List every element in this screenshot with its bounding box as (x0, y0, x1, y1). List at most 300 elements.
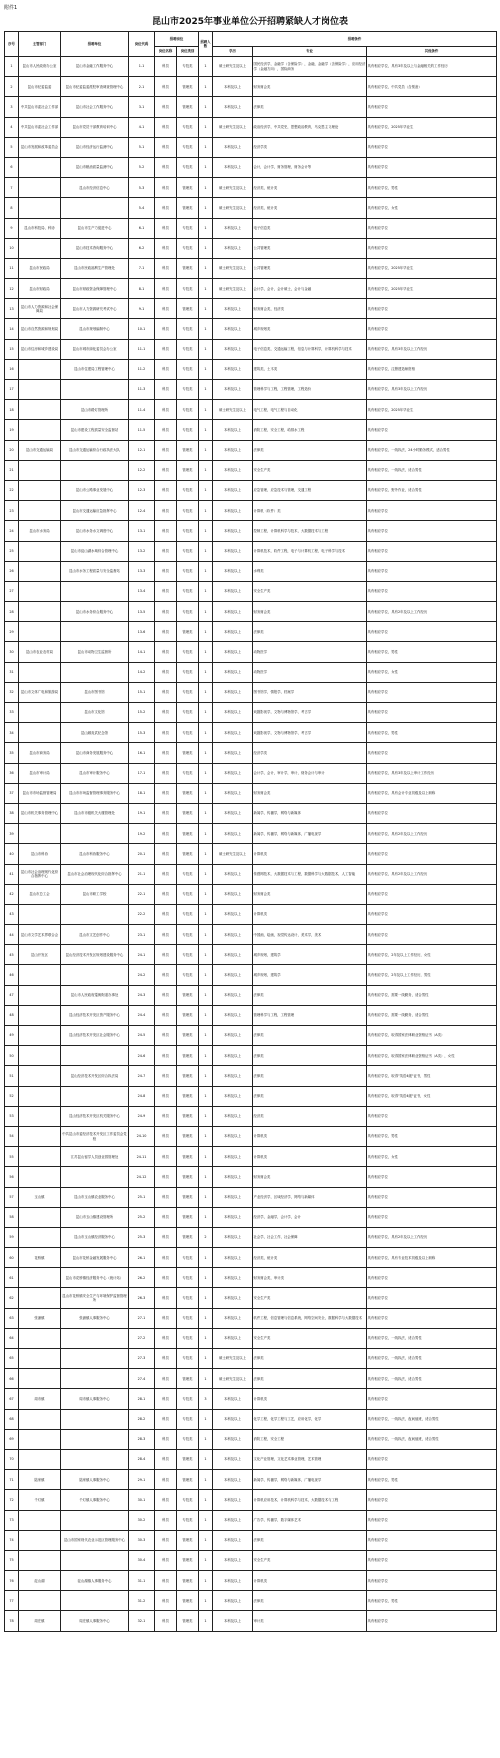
cell-major: 法律类 (253, 1591, 367, 1611)
cell-seq: 20 (5, 440, 19, 460)
cell-dept: 昆山市商务局 (19, 743, 61, 763)
cell-code: 27-3 (129, 1349, 155, 1369)
cell-other: 具有相应学位，一线执法，适合男性 (367, 1369, 497, 1389)
cell-other: 具有相应学位，男性 (367, 1126, 497, 1146)
cell-position-type: 管理类 (177, 985, 199, 1005)
cell-code: 11-1 (129, 339, 155, 359)
cell-education: 本科及以上 (213, 460, 253, 480)
cell-major: 安全生产类 (253, 1288, 367, 1308)
cell-position-name: 科员 (155, 1389, 177, 1409)
cell-code: 3-1 (129, 97, 155, 117)
cell-unit: 昆山市社会工作服务中心 (61, 97, 129, 117)
cell-code: 9-1 (129, 299, 155, 319)
cell-count: 1 (199, 380, 213, 400)
cell-position-type: 专技类 (177, 117, 199, 137)
cell-education: 本科及以上 (213, 904, 253, 924)
cell-education: 本科及以上 (213, 1328, 253, 1348)
header-position-group: 招聘岗位 (155, 32, 199, 47)
cell-seq: 1 (5, 57, 19, 77)
cell-position-type: 专技类 (177, 965, 199, 985)
cell-position-name: 科员 (155, 1126, 177, 1146)
cell-code: 24-11 (129, 1147, 155, 1167)
cell-major: 安全生产类 (253, 1328, 367, 1348)
table-row (5, 1207, 497, 1227)
table-row (5, 1328, 497, 1348)
cell-position-name: 科员 (155, 1470, 177, 1490)
cell-major: 计算机类 (253, 1147, 367, 1167)
cell-position-type: 专技类 (177, 581, 199, 601)
cell-dept: 昆山市发展和改革委员会 (19, 137, 61, 157)
cell-count: 1 (199, 884, 213, 904)
cell-major: 法律类 (253, 1369, 367, 1389)
cell-dept (19, 581, 61, 601)
cell-position-type: 管理类 (177, 783, 199, 803)
cell-position-type: 管理类 (177, 1530, 199, 1550)
cell-position-type: 管理类 (177, 1207, 199, 1227)
cell-unit: 周市镇人事服务中心 (61, 1389, 129, 1409)
cell-code: 1-1 (129, 57, 155, 77)
cell-other: 具有相应学位，一线执法，24小时勤务模式，适合男性 (367, 440, 497, 460)
cell-seq: 73 (5, 1510, 19, 1530)
cell-major: 经济类 (253, 1106, 367, 1126)
table-row (5, 1268, 497, 1288)
cell-position-name: 科员 (155, 1591, 177, 1611)
cell-seq: 36 (5, 763, 19, 783)
cell-education: 本科及以上 (213, 1571, 253, 1591)
cell-other: 具有相应学位 (367, 1187, 497, 1207)
cell-position-name: 科员 (155, 1187, 177, 1207)
cell-education: 本科及以上 (213, 1268, 253, 1288)
cell-code: 28-1 (129, 1389, 155, 1409)
cell-position-type: 管理类 (177, 824, 199, 844)
cell-position-name: 科员 (155, 783, 177, 803)
cell-unit: 昆山市水务水文调度中心 (61, 521, 129, 541)
cell-seq: 8 (5, 198, 19, 218)
cell-major: 计算机类 (253, 1126, 367, 1146)
cell-unit (61, 460, 129, 480)
cell-unit: 昆山市花桥镇安全生产与环境保护监督管理所 (61, 1288, 129, 1308)
cell-dept (19, 662, 61, 682)
cell-unit: 昆山市花桥镇经济服务中心（统计站） (61, 1268, 129, 1288)
cell-seq: 51 (5, 1066, 19, 1086)
cell-unit (61, 1369, 129, 1389)
table-row (5, 1591, 497, 1611)
cell-seq: 19 (5, 420, 19, 440)
table-row (5, 1227, 497, 1247)
cell-other: 具有相应学位 (367, 884, 497, 904)
cell-major: 城乡规划类 (253, 319, 367, 339)
cell-seq: 10 (5, 238, 19, 258)
cell-other: 具有相应学位 (367, 1611, 497, 1631)
cell-position-name: 科员 (155, 884, 177, 904)
cell-major: 经济类，统计类 (253, 178, 367, 198)
cell-unit (61, 1510, 129, 1530)
cell-major: 管理科学与工程，工程管理，工程造价 (253, 380, 367, 400)
cell-position-name: 科员 (155, 763, 177, 783)
cell-position-type: 专技类 (177, 642, 199, 662)
cell-dept (19, 1328, 61, 1348)
cell-major: 会计学，会计，审计学，审计，财务会计与审计 (253, 763, 367, 783)
cell-other: 具有相应学位 (367, 137, 497, 157)
cell-other: 具有相应学位，具有3年及以上审计工作经历 (367, 763, 497, 783)
cell-code: 11-5 (129, 420, 155, 440)
cell-major: 管理科学与工程，工程管理 (253, 1005, 367, 1025)
cell-other: 具有相应学位 (367, 703, 497, 723)
cell-other: 具有相应学位，2025年毕业生 (367, 279, 497, 299)
cell-other: 具有相应学位 (367, 925, 497, 945)
cell-unit: 昆山市交通运输应急指挥中心 (61, 501, 129, 521)
cell-other: 具有相应学位，女性 (367, 198, 497, 218)
cell-other: 具有相应学位 (367, 238, 497, 258)
cell-position-name: 科员 (155, 682, 177, 702)
cell-dept (19, 157, 61, 177)
cell-count: 1 (199, 1005, 213, 1025)
cell-position-type: 管理类 (177, 1550, 199, 1570)
cell-other: 具有相应学位，具有3年及以上与金融相关的工作经历 (367, 57, 497, 77)
cell-position-type: 专技类 (177, 1248, 199, 1268)
table-row (5, 157, 497, 177)
cell-position-name: 科员 (155, 824, 177, 844)
cell-unit: 昆山市水务工程质量与安全监督站 (61, 561, 129, 581)
cell-education: 本科及以上 (213, 1490, 253, 1510)
table-row (5, 77, 497, 97)
cell-dept: 昆山市人民政府办公室 (19, 57, 61, 77)
cell-count: 1 (199, 1328, 213, 1348)
cell-count: 1 (199, 602, 213, 622)
cell-major: 政治经济学，中共党史，思想政治教育，马克思主义理论 (253, 117, 367, 137)
cell-major: 会计，会计学，财务管理，财务会计等 (253, 157, 367, 177)
cell-unit: 昆山市路灯管理所 (61, 400, 129, 420)
cell-dept (19, 1005, 61, 1025)
cell-other: 具有相应学位 (367, 1167, 497, 1187)
cell-position-type: 管理类 (177, 1147, 199, 1167)
cell-position-name: 科员 (155, 1611, 177, 1631)
table-row (5, 218, 497, 238)
cell-count: 1 (199, 480, 213, 500)
cell-position-type: 管理类 (177, 844, 199, 864)
cell-unit (61, 1046, 129, 1066)
cell-dept: 昆山市纪委监委 (19, 77, 61, 97)
cell-code: 18-1 (129, 783, 155, 803)
cell-count: 1 (199, 1490, 213, 1510)
table-row (5, 420, 497, 440)
cell-position-name: 科员 (155, 157, 177, 177)
cell-education: 本科及以上 (213, 642, 253, 662)
cell-education: 本科及以上 (213, 1147, 253, 1167)
cell-major: 化学工程，化学工程与工艺，应用化学，化学 (253, 1409, 367, 1429)
cell-unit: 昆山市市级机关大楼管理处 (61, 803, 129, 823)
cell-position-name: 科员 (155, 299, 177, 319)
cell-position-name: 科员 (155, 420, 177, 440)
table-row (5, 400, 497, 420)
cell-position-type: 管理类 (177, 460, 199, 480)
cell-education: 硕士研究生及以上 (213, 258, 253, 278)
cell-education: 本科及以上 (213, 1227, 253, 1247)
cell-other: 具有相应学位 (367, 1389, 497, 1409)
cell-position-name: 科员 (155, 359, 177, 379)
header-major: 专业 (253, 47, 367, 57)
cell-education: 本科及以上 (213, 1550, 253, 1570)
cell-position-type: 专技类 (177, 480, 199, 500)
cell-major: 法律类 (253, 97, 367, 117)
cell-count: 1 (199, 1046, 213, 1066)
cell-position-name: 科员 (155, 1227, 177, 1247)
cell-seq: 69 (5, 1429, 19, 1449)
cell-major: 戏剧影视学，文物与博物馆学，考古学 (253, 703, 367, 723)
cell-seq: 30 (5, 642, 19, 662)
cell-code: 5-1 (129, 137, 155, 157)
cell-code: 6-2 (129, 238, 155, 258)
cell-unit: 昆山市审计服务中心 (61, 763, 129, 783)
cell-other: 具有相应学位 (367, 844, 497, 864)
document-title: 昆山市2025年事业单位公开招聘紧缺人才岗位表 (151, 17, 349, 27)
cell-education: 本科及以上 (213, 319, 253, 339)
cell-position-name: 科员 (155, 380, 177, 400)
cell-other: 具有相应学位，注册建造师资格 (367, 359, 497, 379)
cell-unit (61, 622, 129, 642)
cell-major: 财务财会类 (253, 884, 367, 904)
cell-dept (19, 1046, 61, 1066)
cell-major: 水利类 (253, 561, 367, 581)
cell-other: 具有相应学位 (367, 803, 497, 823)
cell-major: 城乡规划，建筑学 (253, 945, 367, 965)
cell-position-name: 科员 (155, 925, 177, 945)
cell-seq: 40 (5, 844, 19, 864)
cell-code: 13-5 (129, 602, 155, 622)
cell-count: 1 (199, 1106, 213, 1126)
cell-position-name: 科员 (155, 662, 177, 682)
cell-count: 1 (199, 824, 213, 844)
cell-count: 1 (199, 137, 213, 157)
cell-unit: 淀山湖镇人事服务中心 (61, 1571, 129, 1591)
cell-position-type: 专技类 (177, 1349, 199, 1369)
cell-code: 10-1 (129, 319, 155, 339)
cell-unit: 昆山市花桥金融发展服务中心 (61, 1248, 129, 1268)
cell-position-name: 科员 (155, 602, 177, 622)
cell-other: 具有相应学位，一线执法，适合男性 (367, 1328, 497, 1348)
cell-education: 本科及以上 (213, 682, 253, 702)
cell-seq: 70 (5, 1449, 19, 1469)
cell-education: 本科及以上 (213, 1449, 253, 1469)
cell-count: 1 (199, 622, 213, 642)
cell-dept (19, 703, 61, 723)
cell-major: 财务财会类 (253, 783, 367, 803)
cell-seq: 47 (5, 985, 19, 1005)
cell-count: 1 (199, 925, 213, 945)
cell-other: 具有相应学位，2025年毕业生 (367, 400, 497, 420)
table-row (5, 602, 497, 622)
cell-unit: 昆山经济技术开发区机关服务中心 (61, 1106, 129, 1126)
cell-code: 15-3 (129, 723, 155, 743)
cell-other: 具有相应学位 (367, 1571, 497, 1591)
cell-dept (19, 1449, 61, 1469)
cell-count: 1 (199, 117, 213, 137)
cell-dept: 淀山湖 (19, 1571, 61, 1591)
cell-position-type: 专技类 (177, 137, 199, 157)
cell-dept (19, 198, 61, 218)
cell-other: 具有相应学位，具有专业技术初级及以上职称 (367, 1248, 497, 1268)
cell-education: 本科及以上 (213, 945, 253, 965)
cell-unit: 昆山市民政福利生产管理处 (61, 258, 129, 278)
cell-position-type: 专技类 (177, 400, 199, 420)
cell-other: 具有相应学位 (367, 541, 497, 561)
cell-unit (61, 198, 129, 218)
table-row (5, 581, 497, 601)
table-row (5, 925, 497, 945)
cell-seq: 6 (5, 157, 19, 177)
table-row (5, 703, 497, 723)
cell-count: 1 (199, 743, 213, 763)
cell-unit: 昆山市图书馆 (61, 682, 129, 702)
cell-unit (61, 965, 129, 985)
cell-code: 13-2 (129, 541, 155, 561)
cell-position-type: 专技类 (177, 1389, 199, 1409)
cell-count: 1 (199, 1409, 213, 1429)
table-row (5, 622, 497, 642)
cell-major: 计算机类 (253, 1571, 367, 1591)
cell-major: 法律类 (253, 440, 367, 460)
cell-position-name: 科员 (155, 1248, 177, 1268)
cell-unit: 昆山市财政资金保障管理中心 (61, 279, 129, 299)
cell-education: 本科及以上 (213, 581, 253, 601)
cell-major: 电气工程，电气工程与自动化 (253, 400, 367, 420)
cell-unit (61, 1449, 129, 1469)
cell-code: 11-3 (129, 380, 155, 400)
cell-major: 经济类，统计类 (253, 1248, 367, 1268)
table-row (5, 1449, 497, 1469)
cell-dept (19, 824, 61, 844)
cell-unit: 陆家镇人事服务中心 (61, 1470, 129, 1490)
cell-major: 戏剧影视学，文物与博物馆学，考古学 (253, 723, 367, 743)
cell-dept (19, 1369, 61, 1389)
cell-other: 具有相应学位 (367, 1490, 497, 1510)
cell-education: 本科及以上 (213, 1066, 253, 1086)
cell-code: 5-4 (129, 198, 155, 218)
cell-code: 8-1 (129, 279, 155, 299)
cell-position-type: 专技类 (177, 723, 199, 743)
cell-other: 具有相应学位，2025年毕业生 (367, 117, 497, 137)
cell-other: 具有相应学位 (367, 218, 497, 238)
cell-position-type: 管理类 (177, 1369, 199, 1389)
cell-other: 具有相应学位，需要一线勤务，适合男性 (367, 1005, 497, 1025)
cell-unit: 昆山市玉山镇经济服务中心 (61, 1227, 129, 1247)
cell-major: 经济学，金融学，会计学，会计 (253, 1207, 367, 1227)
cell-position-type: 管理类 (177, 1449, 199, 1469)
cell-count: 1 (199, 157, 213, 177)
table-row (5, 258, 497, 278)
cell-code: 24-12 (129, 1167, 155, 1187)
cell-education: 本科及以上 (213, 137, 253, 157)
cell-position-type: 管理类 (177, 1470, 199, 1490)
cell-dept: 昆山市农业农村局 (19, 642, 61, 662)
cell-seq: 62 (5, 1288, 19, 1308)
cell-education: 本科及以上 (213, 299, 253, 319)
cell-code: 12-3 (129, 480, 155, 500)
cell-unit: 昆山市文化馆 (61, 703, 129, 723)
cell-seq: 45 (5, 945, 19, 965)
cell-major: 计算机类 (253, 904, 367, 924)
table-row (5, 359, 497, 379)
header-position-type: 岗位类别 (177, 47, 199, 57)
table-row (5, 380, 497, 400)
cell-dept (19, 965, 61, 985)
cell-position-name: 科员 (155, 1409, 177, 1429)
cell-code: 30-4 (129, 1550, 155, 1570)
cell-code: 24-6 (129, 1046, 155, 1066)
cell-position-type: 管理类 (177, 1167, 199, 1187)
cell-dept (19, 985, 61, 1005)
cell-unit: 昆山市水务综合服务中心 (61, 602, 129, 622)
cell-position-type: 专技类 (177, 1510, 199, 1530)
cell-dept: 昆山市文体广电和旅游局 (19, 682, 61, 702)
header-unit: 招聘单位 (61, 32, 129, 57)
cell-major: 安全生产类 (253, 1550, 367, 1570)
cell-code: 22-1 (129, 884, 155, 904)
cell-major: 计算机（软件）类 (253, 501, 367, 521)
cell-unit (61, 1591, 129, 1611)
cell-position-type: 专技类 (177, 1429, 199, 1449)
cell-education: 本科及以上 (213, 1288, 253, 1308)
cell-position-type: 管理类 (177, 1106, 199, 1126)
cell-education: 本科及以上 (213, 480, 253, 500)
cell-code: 15-1 (129, 682, 155, 702)
cell-position-name: 科员 (155, 400, 177, 420)
cell-count: 1 (199, 1550, 213, 1570)
cell-seq: 61 (5, 1268, 19, 1288)
cell-other: 具有相应学位，一线执法，适合男性 (367, 460, 497, 480)
cell-unit: 昆山市玉山镇建设管理所 (61, 1207, 129, 1227)
table-row (5, 904, 497, 924)
cell-position-name: 科员 (155, 1106, 177, 1126)
cell-other: 具有相应学位 (367, 1308, 497, 1328)
cell-position-name: 科员 (155, 137, 177, 157)
cell-count: 1 (199, 703, 213, 723)
cell-education: 本科及以上 (213, 1530, 253, 1550)
table-row (5, 824, 497, 844)
table-row (5, 1429, 497, 1449)
cell-seq: 14 (5, 319, 19, 339)
cell-seq: 52 (5, 1086, 19, 1106)
cell-seq: 2 (5, 77, 19, 97)
cell-code: 23-1 (129, 925, 155, 945)
cell-other: 具有相应学位，2025年毕业生 (367, 258, 497, 278)
cell-count: 1 (199, 420, 213, 440)
cell-count: 1 (199, 1530, 213, 1550)
table-row (5, 1066, 497, 1086)
cell-position-type: 管理类 (177, 1046, 199, 1066)
cell-count: 1 (199, 319, 213, 339)
cell-seq: 31 (5, 662, 19, 682)
cell-education: 本科及以上 (213, 1187, 253, 1207)
cell-seq: 34 (5, 723, 19, 743)
cell-major: 传感网技术，大数据技术与工程，数据科学与大数据技术，人工智能 (253, 864, 367, 884)
cell-dept (19, 602, 61, 622)
cell-position-type: 管理类 (177, 803, 199, 823)
cell-position-name: 科员 (155, 904, 177, 924)
cell-unit: 昆山市市场监督管理事务服务中心 (61, 783, 129, 803)
cell-position-type: 专技类 (177, 359, 199, 379)
cell-code: 30-3 (129, 1530, 155, 1550)
cell-position-name: 科员 (155, 1147, 177, 1167)
cell-code: 31-2 (129, 1591, 155, 1611)
cell-seq: 78 (5, 1611, 19, 1631)
cell-count: 1 (199, 218, 213, 238)
cell-dept (19, 1349, 61, 1369)
cell-seq: 43 (5, 904, 19, 924)
cell-major: 产业经济学，区域经济学，网络与新媒体 (253, 1187, 367, 1207)
cell-position-name: 科员 (155, 1005, 177, 1025)
cell-unit: 昆山经济技术开发区规划建设服务中心 (61, 945, 129, 965)
